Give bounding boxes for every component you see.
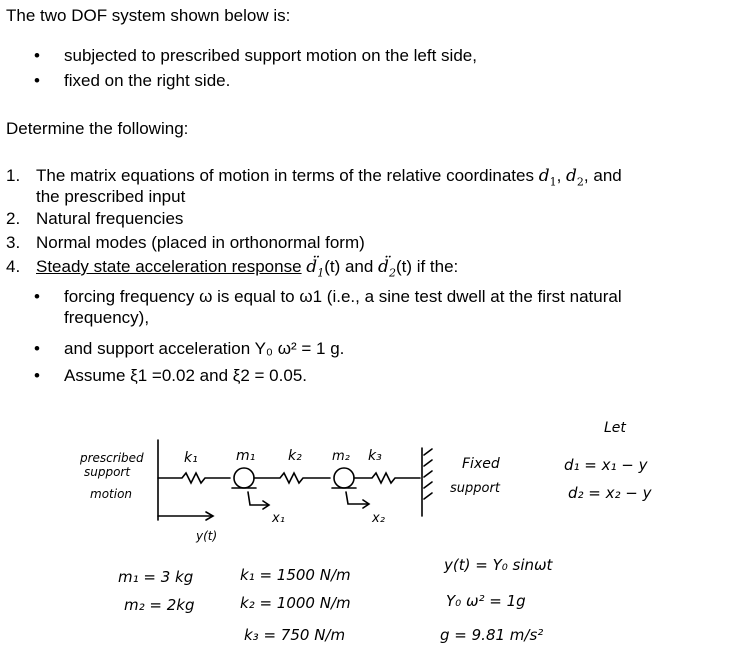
item-2-text: Natural frequencies	[36, 209, 184, 228]
d1-subscript: 1	[549, 175, 557, 189]
label-fixed: Fixed	[462, 456, 500, 472]
item-4-bullet-2: • and support acceleration Y₀ ω² = 1 g.	[64, 339, 344, 359]
label-k3: k₃	[368, 448, 382, 464]
item-1-and: , and	[583, 166, 622, 185]
item-number-1: 1.	[6, 166, 21, 185]
item-4-bullet-1: • forcing frequency ω is equal to ω1 (i.e., a sine test dwell at the first natural	[64, 287, 622, 307]
label-k1-value: k₁ = 1500 N/m	[240, 566, 351, 584]
label-d2-eq: d₂ = x₂ − y	[568, 484, 652, 502]
handwritten-sketch	[0, 390, 737, 658]
intro-text: The two DOF system shown below is:	[6, 6, 291, 25]
mass-m2	[334, 468, 354, 488]
label-yt: y(t)	[196, 529, 218, 543]
spring-k1	[158, 473, 230, 483]
item-1-text-a: The matrix equations of motion in terms of the relative coordinates	[36, 166, 539, 185]
x2-arrow	[346, 492, 368, 504]
label-prescribed: prescribed	[80, 451, 144, 465]
label-k1: k₁	[184, 450, 198, 466]
determine-heading: Determine the following:	[6, 119, 189, 138]
spring-k2	[254, 473, 330, 483]
d2-symbol: d	[566, 166, 577, 186]
item-number-2: 2.	[6, 209, 21, 228]
label-k3-value: k₃ = 750 N/m	[244, 626, 346, 644]
item-4-bullet-1-cont: frequency),	[64, 308, 150, 327]
ddot-d1-subscript: 1	[317, 266, 325, 280]
label-x2: x₂	[372, 511, 385, 526]
d1-symbol: d	[538, 166, 550, 186]
item-1-sep: ,	[556, 166, 567, 185]
label-y-omega: Y₀ ω² = 1g	[446, 592, 526, 610]
label-y-equation: y(t) = Y₀ sinωt	[444, 556, 553, 574]
label-support: support	[84, 465, 131, 479]
item-4-underlined: Steady state acceleration response	[36, 257, 302, 276]
label-d1-eq: d₁ = x₁ − y	[564, 456, 648, 474]
item-4-mid: (t) and	[324, 257, 379, 276]
item-3-text: Normal modes (placed in orthonormal form)	[36, 233, 365, 252]
label-g: g = 9.81 m/s²	[440, 626, 544, 644]
label-m1-value: m₁ = 3 kg	[118, 568, 194, 586]
label-let: Let	[604, 420, 626, 436]
bullet-item-2: • fixed on the right side.	[64, 71, 230, 91]
ddot-d2-subscript: 2	[388, 266, 396, 280]
label-fixed-support: support	[450, 481, 500, 496]
item-4-text: Steady state acceleration response $d̈_1(t)$ and $d̈_2(t)$ if the:	[36, 257, 459, 280]
label-m1: m₁	[236, 448, 256, 464]
bullet-item-1: • subjected to prescribed support motion on the left side,	[64, 46, 477, 66]
label-k2-value: k₂ = 1000 N/m	[240, 594, 351, 612]
item-4-end: (t) if the:	[395, 257, 459, 276]
label-k2: k₂	[288, 448, 302, 464]
spring-k3	[354, 473, 420, 483]
item-4-bullet-3: • Assume ξ1 =0.02 and ξ2 = 0.05.	[64, 366, 307, 386]
label-x1: x₁	[272, 511, 285, 526]
label-m2-value: m₂ = 2kg	[124, 596, 195, 614]
label-motion: motion	[90, 487, 133, 501]
item-number-4: 4.	[6, 257, 21, 276]
label-m2: m₂	[332, 449, 350, 464]
mass-m1	[234, 468, 254, 488]
item-1-text-b: the prescribed input	[36, 187, 186, 206]
d2-subscript: 2	[576, 175, 584, 189]
item-number-3: 3.	[6, 233, 21, 252]
